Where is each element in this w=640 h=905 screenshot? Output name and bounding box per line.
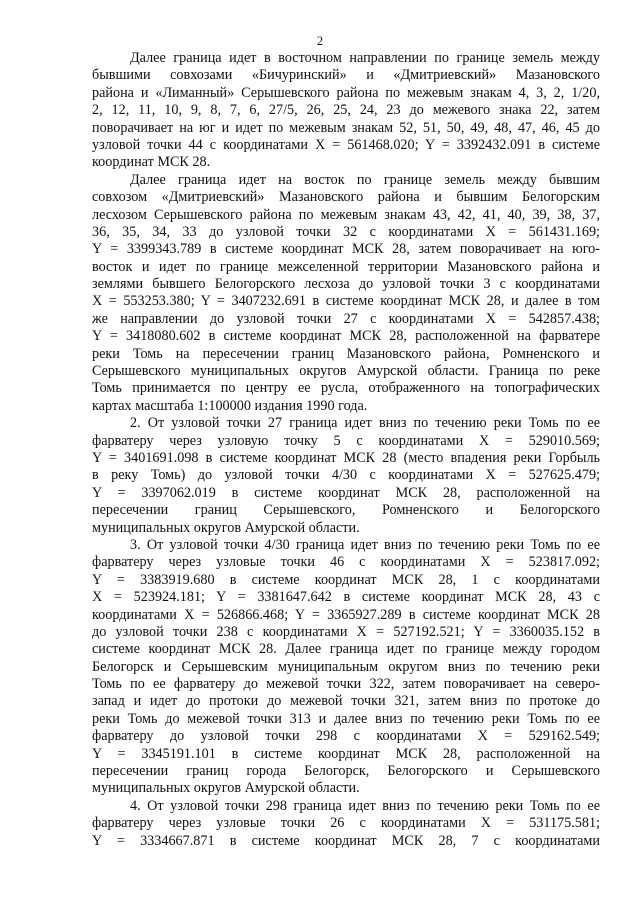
text-line: фарватеру через узловые точки 26 с координатами X = 531175.581; <box>92 815 600 832</box>
text-line: фарватеру через узловые точки 46 с координатами X = 523817.092; <box>92 554 600 571</box>
text-line: Белогорск и Серышевским муниципальным округом вниз по течению реки <box>92 658 600 675</box>
text-line: Y = 3383919.680 в системе координат МСК 28, 1 с координатами <box>92 571 600 588</box>
text-line: Y = 3399343.789 в системе координат МСК 28, затем поворачивает на юго- <box>92 241 600 258</box>
text-line: Томь по ее фарватеру до межевой точки 322, затем поворачивает на северо- <box>92 676 600 693</box>
text-line: координатами X = 526866.468; Y = 3365927.289 в системе координат МСК 28 <box>92 606 600 623</box>
paragraph-p1 <box>92 50 600 172</box>
text-line: района и «Лиманный» Серышевского района по межевым знакам 4, 3, 2, 1/20, <box>92 84 600 101</box>
text-line: Y = 3401691.098 в системе координат МСК 28 (место впадения реки Горбыль <box>92 449 600 466</box>
text-line: Y = 3345191.101 в системе координат МСК 28, расположенной на <box>92 745 600 762</box>
page-number: 2 <box>316 34 324 48</box>
paragraph-p4 <box>92 537 600 798</box>
text-line: 4. От узловой точки 298 граница идет вниз по течению реки Томь по ее <box>130 797 600 814</box>
text-line: в реку Томь) до узловой точки 4/30 с координатами X = 527625.479; <box>92 467 600 484</box>
text-line: 3. От узловой точки 4/30 граница идет вниз по течению реки Томь по ее <box>130 536 600 553</box>
text-line: координат МСК 28. <box>92 154 211 171</box>
text-line: узловой точки 44 с координатами X = 561468.020; Y = 3392432.091 в системе <box>92 136 600 153</box>
text-line: 2. От узловой точки 27 граница идет вниз по течению реки Томь по ее <box>130 415 600 432</box>
text-line: реки Томь до межевой точки 313 и далее вниз по течению реки Томь по ее <box>92 710 600 727</box>
text-line: же направлении до узловой точки 27 с координатами X = 542857.438; <box>92 310 600 327</box>
text-line: реки Томь на пересечении границ Мазановского района, Ромненского и <box>92 345 600 362</box>
text-line: совхозом «Дмитриевский» Мазановского района и бывшим Белогорским <box>92 189 600 206</box>
text-line: до узловой точки 238 с координатами X = 527192.521; Y = 3360035.152 в <box>92 623 600 640</box>
text-line: X = 523924.181; Y = 3381647.642 в системе координат МСК 28, 43 с <box>92 589 600 606</box>
text-line: муниципальных округов Амурской области. <box>92 780 360 797</box>
text-line: Томь принимается по центру ее русла, отображенного на топографических <box>92 380 600 397</box>
text-line: Y = 3334667.871 в системе координат МСК 28, 7 с координатами <box>92 832 600 849</box>
text-line: фарватеру до узловой точки 298 с координатами X = 529162.549; <box>92 728 600 745</box>
text-line: восток и идет по границе межселенной территории Мазановского района и <box>92 258 600 275</box>
text-line: 2, 12, 11, 10, 9, 8, 7, 6, 27/5, 26, 25, 24, 23 до межевого знака 22, затем <box>92 102 600 119</box>
text-line: Y = 3418080.602 в системе координат МСК 28, расположенной на фарватере <box>92 328 600 345</box>
text-line: бывшими совхозами «Бичуринский» и «Дмитриевский» Мазановского <box>92 67 600 84</box>
text-line: муниципальных округов Амурской области. <box>92 519 360 536</box>
text-line: землями бывшего Белогорского лесхоза до узловой точки 3 с координатами <box>92 276 600 293</box>
paragraph-p2 <box>92 172 600 415</box>
text-line: картах масштаба 1:100000 издания 1990 года. <box>92 397 368 414</box>
text-line: системе координат МСК 28. Далее граница идет по границе между городом <box>92 641 600 658</box>
text-line: X = 553253.380; Y = 3407232.691 в системе координат МСК 28, и далее в том <box>92 293 600 310</box>
text-line: пересечении границ города Белогорск, Белогорского и Серышевского <box>92 763 600 780</box>
text-line: лесхозом Серышевского района по межевым знакам 43, 42, 41, 40, 39, 38, 37, <box>92 206 600 223</box>
text-line: поворачивает на юг и идет по межевым знакам 52, 51, 50, 49, 48, 47, 46, 45 до <box>92 119 600 136</box>
text-line: Серышевского муниципальных округов Амурской области. Граница по реке <box>92 363 600 380</box>
text-line: Далее граница идет на восток по границе земель между бывшим <box>130 171 600 188</box>
text-line: 36, 35, 34, 33 до узловой точки 32 с координатами X = 561431.169; <box>92 223 600 240</box>
text-line: Далее граница идет в восточном направлении по границе земель между <box>130 50 600 66</box>
paragraph-p3 <box>92 415 600 537</box>
text-line: запад и идет до протоки до межевой точки 321, затем вниз по протоке до <box>92 693 600 710</box>
document-body <box>92 50 600 850</box>
text-line: пересечении границ Серышевского, Ромненского и Белогорского <box>92 502 600 519</box>
text-line: фарватеру через узловую точку 5 с координатами X = 529010.569; <box>92 432 600 449</box>
text-line: Y = 3397062.019 в системе координат МСК 28, расположенной на <box>92 484 600 501</box>
paragraph-p5 <box>92 798 600 850</box>
